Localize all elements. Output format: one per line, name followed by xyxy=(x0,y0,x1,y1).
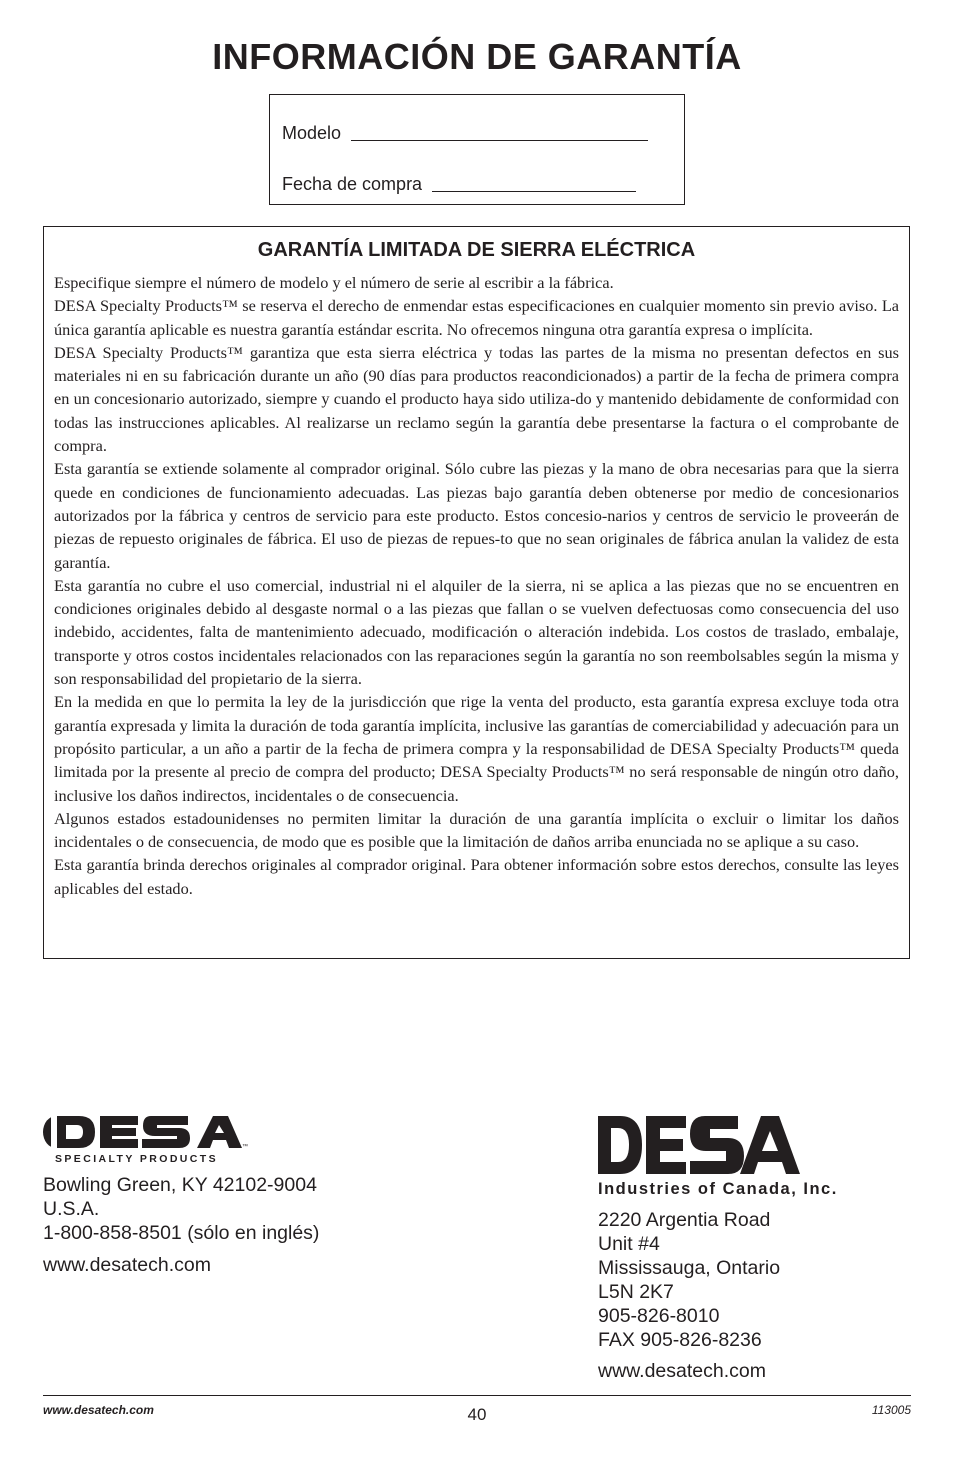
canada-unit-line: Unit #4 xyxy=(598,1233,660,1255)
purchase-date-label: Fecha de compra xyxy=(282,174,423,194)
us-city-line: Bowling Green, KY 42102-9004 xyxy=(43,1174,317,1196)
registration-box xyxy=(269,94,685,205)
warranty-box xyxy=(43,226,910,959)
purchase-date-row xyxy=(282,174,636,195)
canada-website-link[interactable]: www.desatech.com xyxy=(598,1360,766,1382)
warranty-paragraph: Esta garantía se extiende solamente al comprador original. Sólo cubre las piezas y la mano de obra necesarias para que la sierra quede en condiciones de funcionamiento adecuadas. Las piezas bajo garantía deben obtenerse por medio de concesionarios autorizados por la fábrica y centros de servicio para este producto. Estos concesio-narios y centros de servicio le proveerán de piezas de repuesto originales de fábrica. El uso de piezas de repues-to que no sean originales de fábrica anulan la validez de esta garantía. xyxy=(54,459,899,572)
us-phone-line: 1-800-858-8501 (sólo en inglés) xyxy=(43,1222,320,1244)
desa-specialty-products-logo xyxy=(43,1113,248,1165)
warranty-paragraph: Especifique siempre el número de modelo y el número de serie al escribir a la fábrica. xyxy=(54,273,614,292)
desa-industries-logo xyxy=(598,1114,800,1178)
us-website-link[interactable]: www.desatech.com xyxy=(43,1254,211,1276)
page-number: 40 xyxy=(467,1405,487,1424)
page-title: INFORMACIÓN DE GARANTÍA xyxy=(212,36,742,77)
warranty-paragraph: En la medida en que lo permita la ley de la jurisdicción que rige la venta del producto, esta garantía expresa excluye toda otra garantía expresada y limita la duración de toda garantía implícita, inclusive las garantías de comerciabilidad y adecuación para un propósito particular, a un año a partir de la fecha de primera compra y la responsabilidad de DESA Specialty Products™ queda limitada por la presente al precio de compra del producto; DESA Specialty Products™ no será responsable de ningún otro daño, inclusive los daños indirectos, incidentales o de consecuencia. xyxy=(54,692,899,805)
canada-street-line: 2220 Argentia Road xyxy=(598,1209,771,1231)
trademark-mark: ™ xyxy=(242,1144,248,1150)
warranty-heading: GARANTÍA LIMITADA DE SIERRA ELÉCTRICA xyxy=(257,239,696,261)
warranty-paragraph: DESA Specialty Products™ garantiza que esta sierra eléctrica y todas las partes de la misma no presentan defectos en sus materiales ni en su fabricación durante un año (90 días para productos reacondicionados) a partir de la fecha de primera compra en un concesionario autorizado, siempre y cuando el producto haya sido utiliza-do y mantenido debidamente de conformidad con todas las instrucciones aplicables. Al realizarse un reclamo según la garantía debe presentarse la factura o el comprobante de compra. xyxy=(54,342,899,456)
footer-website-link[interactable]: www.desatech.com xyxy=(43,1403,154,1417)
model-blank-line xyxy=(351,140,648,141)
model-row xyxy=(282,123,648,144)
warranty-paragraph: Esta garantía brinda derechos originales al comprador original. Para obtener información sobre estos derechos, consulte las leyes aplicables del estado. xyxy=(54,855,899,898)
canada-city-line: Mississauga, Ontario xyxy=(598,1257,781,1279)
logo-subtitle: SPECIALTY PRODUCTS xyxy=(55,1153,218,1165)
model-label: Modelo xyxy=(282,123,342,143)
canada-phone-line: 905-826-8010 xyxy=(598,1305,720,1327)
warranty-body xyxy=(54,271,899,900)
us-country-line: U.S.A. xyxy=(43,1198,100,1220)
purchase-date-blank-line xyxy=(432,191,636,192)
footer-divider xyxy=(43,1395,911,1396)
canada-company-name: Industries of Canada, Inc. xyxy=(598,1180,838,1198)
warranty-paragraph: Algunos estados estadounidenses no permiten limitar la duración de una garantía implícita o excluir o limitar los daños incidentales o de consecuencia, de modo que es posible que la limitación de daños arriba enunciada no se aplique a su caso. xyxy=(54,808,899,852)
canada-fax-line: FAX 905-826-8236 xyxy=(598,1329,762,1351)
us-address xyxy=(43,1173,319,1277)
document-code: 113005 xyxy=(871,1403,911,1417)
canada-postal-line: L5N 2K7 xyxy=(598,1281,674,1303)
warranty-paragraph: Esta garantía no cubre el uso comercial, industrial ni el alquiler de la sierra, ni se aplica a las piezas que no se encuentren en condiciones originales debido al desgaste normal o a las piezas que fallan o se vuelven defectuosas como consecuencia del uso indebido, accidentes, falta de mantenimiento adecuado, modificación o alteración indebida. Los costos de traslado, embalaje, transporte y otros costos incidentales relacionados con las reparaciones según la garantía no son reembolsables según la misma y son responsabilidad del propietario de la sierra. xyxy=(54,575,899,689)
warranty-paragraph: DESA Specialty Products™ se reserva el derecho de enmendar estas especificaciones en cualquier momento sin previo aviso. La única garantía aplicable es nuestra garantía estándar escrita. No ofrecemos ninguna otra garantía expresa o implícita. xyxy=(54,296,899,339)
canada-address xyxy=(598,1208,780,1383)
